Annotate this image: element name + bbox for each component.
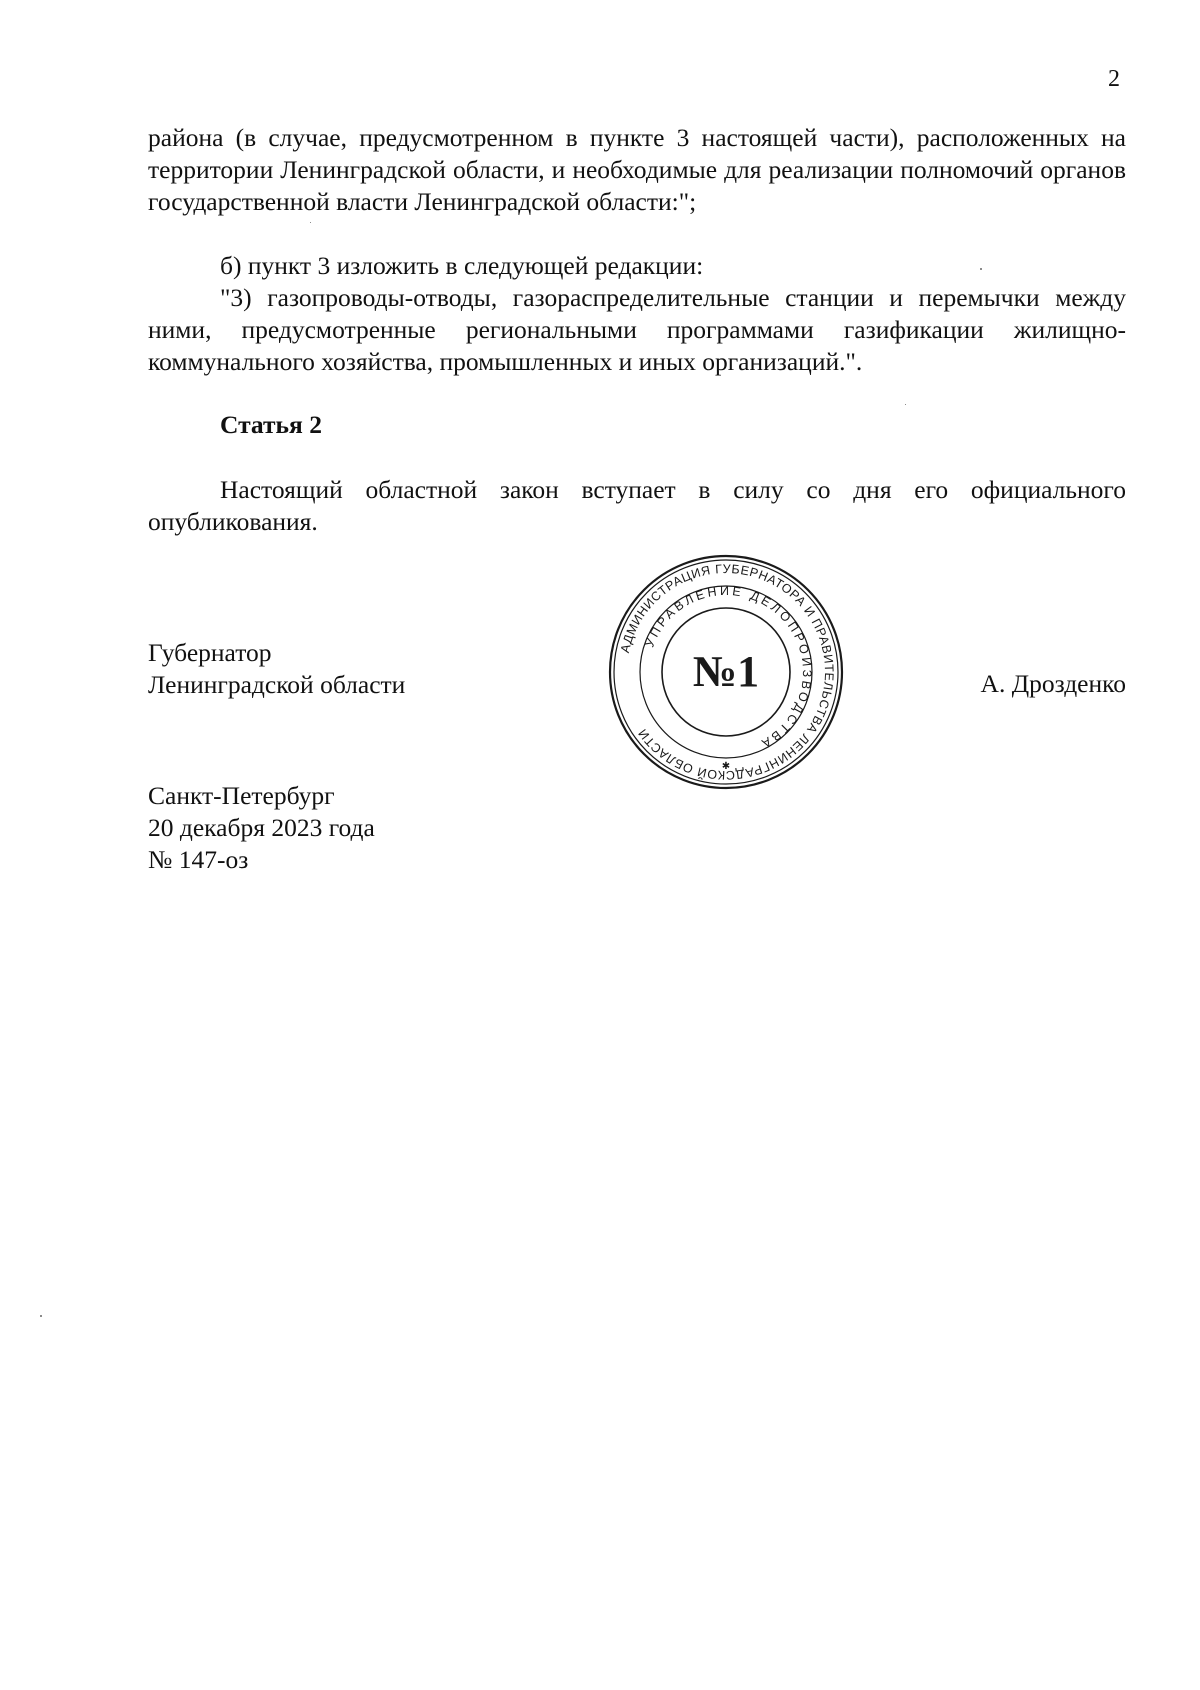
stamp-center-number: №1 xyxy=(692,647,760,696)
place-date-number-block xyxy=(148,780,375,876)
official-stamp xyxy=(607,553,845,791)
paragraph-continuation: района (в случае, предусмотренном в пункте 3 настоящей части), расположенных на территории Ленинградской области, и необходимые для реализации полномочий органов государственной власти Ленинградской области:"; xyxy=(148,123,1126,216)
stamp-inner-text: УПРАВЛЕНИЕ ДЕЛОПРОИЗВОДСТВА xyxy=(642,583,815,752)
stamp-outer-text: АДМИНИСТРАЦИЯ ГУБЕРНАТОРА И ПРАВИТЕЛЬСТВА ЛЕНИНГРАДСКОЙ ОБЛАСТИ xyxy=(617,561,837,783)
place-of-signing: Санкт-Петербург xyxy=(148,781,335,810)
stamp-star-icon: ✱ xyxy=(721,761,731,772)
article-heading: Статья 2 xyxy=(220,410,322,439)
page-number: 2 xyxy=(1108,66,1120,92)
paragraph-item-3: "3) газопроводы-отводы, газораспределительные станции и перемычки между ними, предусмотренные региональными программами газификации жилищно-коммунального хозяйства, промышленных и иных организаций.". xyxy=(148,283,1126,376)
law-number: № 147-оз xyxy=(148,845,249,874)
signatory-title xyxy=(148,637,405,701)
scan-speck xyxy=(905,404,906,405)
signatory-title-line2: Ленинградской области xyxy=(148,670,406,699)
date-of-signing: 20 декабря 2023 года xyxy=(148,813,375,842)
scan-speck xyxy=(310,222,311,223)
scan-speck xyxy=(980,268,982,270)
signatory-title-line1: Губернатор xyxy=(148,638,272,667)
paragraph-effective-date: Настоящий областной закон вступает в силу со дня его официального опубликования. xyxy=(148,475,1126,536)
paragraph-item-b: б) пункт 3 изложить в следующей редакции: xyxy=(220,251,704,280)
signatory-name: А. Дрозденко xyxy=(980,669,1126,698)
scan-speck xyxy=(40,1315,42,1317)
